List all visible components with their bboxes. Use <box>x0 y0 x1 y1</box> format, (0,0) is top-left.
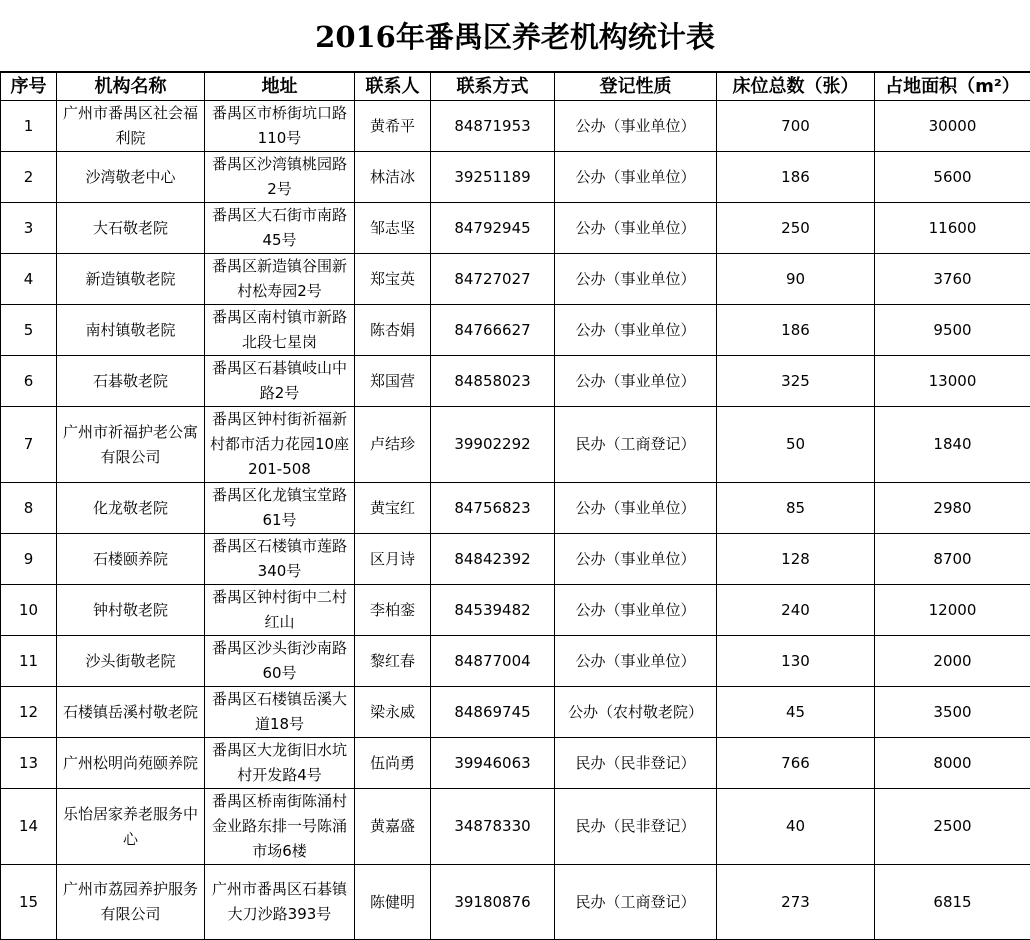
cell-no[interactable]: 15 <box>1 865 57 940</box>
cell-beds[interactable]: 50 <box>717 407 875 483</box>
cell-name[interactable]: 南村镇敬老院 <box>57 305 205 356</box>
cell-contact[interactable]: 卢结珍 <box>355 407 431 483</box>
cell-no[interactable]: 6 <box>1 356 57 407</box>
cell-area[interactable]: 12000 <box>875 585 1030 636</box>
cell-beds[interactable]: 186 <box>717 305 875 356</box>
cell-address[interactable]: 番禺区钟村街祈福新村都市活力花园10座201-508 <box>205 407 355 483</box>
cell-contact[interactable]: 区月诗 <box>355 534 431 585</box>
cell-contact[interactable]: 林洁冰 <box>355 152 431 203</box>
cell-contact[interactable]: 梁永威 <box>355 687 431 738</box>
table-row <box>1 687 1030 738</box>
cell-no[interactable]: 10 <box>1 585 57 636</box>
cell-address[interactable]: 番禺区桥南街陈涌村金业路东排一号陈涌市场6楼 <box>205 789 355 865</box>
table-row <box>1 636 1030 687</box>
cell-no[interactable]: 1 <box>1 101 57 152</box>
cell-phone[interactable]: 84869745 <box>431 687 555 738</box>
cell-address[interactable]: 番禺区化龙镇宝堂路61号 <box>205 483 355 534</box>
cell-name[interactable]: 沙湾敬老中心 <box>57 152 205 203</box>
cell-no[interactable]: 8 <box>1 483 57 534</box>
cell-phone[interactable]: 84766627 <box>431 305 555 356</box>
cell-phone[interactable]: 84792945 <box>431 203 555 254</box>
cell-beds[interactable]: 325 <box>717 356 875 407</box>
col-header-address[interactable]: 地址 <box>205 73 355 101</box>
cell-name[interactable]: 石楼镇岳溪村敬老院 <box>57 687 205 738</box>
cell-area[interactable]: 13000 <box>875 356 1030 407</box>
cell-type[interactable]: 公办（事业单位） <box>555 636 717 687</box>
cell-contact[interactable]: 邹志坚 <box>355 203 431 254</box>
cell-type[interactable]: 民办（民非登记） <box>555 738 717 789</box>
cell-contact[interactable]: 黄嘉盛 <box>355 789 431 865</box>
cell-area[interactable]: 3500 <box>875 687 1030 738</box>
cell-type[interactable]: 公办（事业单位） <box>555 305 717 356</box>
cell-address[interactable]: 番禺区石楼镇市莲路340号 <box>205 534 355 585</box>
cell-address[interactable]: 番禺区市桥街坑口路110号 <box>205 101 355 152</box>
cell-name[interactable]: 化龙敬老院 <box>57 483 205 534</box>
cell-contact[interactable]: 黎红春 <box>355 636 431 687</box>
table-row <box>1 483 1030 534</box>
cell-address[interactable]: 番禺区石楼镇岳溪大道18号 <box>205 687 355 738</box>
cell-contact[interactable]: 李柏銮 <box>355 585 431 636</box>
table-row <box>1 254 1030 305</box>
cell-name[interactable]: 广州松明尚苑颐养院 <box>57 738 205 789</box>
col-header-name[interactable]: 机构名称 <box>57 73 205 101</box>
table-row <box>1 356 1030 407</box>
cell-address[interactable]: 番禺区大龙街旧水坑村开发路4号 <box>205 738 355 789</box>
cell-type[interactable]: 民办（民非登记） <box>555 789 717 865</box>
cell-name[interactable]: 钟村敬老院 <box>57 585 205 636</box>
col-header-no[interactable]: 序号 <box>1 73 57 101</box>
cell-area[interactable]: 9500 <box>875 305 1030 356</box>
cell-type[interactable]: 民办（工商登记） <box>555 407 717 483</box>
cell-phone[interactable]: 39251189 <box>431 152 555 203</box>
cell-type[interactable]: 公办（事业单位） <box>555 152 717 203</box>
col-header-beds[interactable]: 床位总数（张） <box>717 73 875 101</box>
cell-beds[interactable]: 40 <box>717 789 875 865</box>
cell-beds[interactable]: 240 <box>717 585 875 636</box>
cell-beds[interactable]: 700 <box>717 101 875 152</box>
cell-area[interactable]: 8700 <box>875 534 1030 585</box>
cell-contact[interactable]: 郑宝英 <box>355 254 431 305</box>
cell-phone[interactable]: 84539482 <box>431 585 555 636</box>
cell-type[interactable]: 公办（农村敬老院） <box>555 687 717 738</box>
cell-type[interactable]: 公办（事业单位） <box>555 483 717 534</box>
cell-type[interactable]: 公办（事业单位） <box>555 356 717 407</box>
table-body <box>1 101 1030 940</box>
cell-beds[interactable]: 250 <box>717 203 875 254</box>
cell-address[interactable]: 番禺区钟村街中二村红山 <box>205 585 355 636</box>
cell-name[interactable]: 广州市番禺区社会福利院 <box>57 101 205 152</box>
cell-type[interactable]: 公办（事业单位） <box>555 585 717 636</box>
cell-contact[interactable]: 黄希平 <box>355 101 431 152</box>
col-header-contact[interactable]: 联系人 <box>355 73 431 101</box>
cell-phone[interactable]: 84877004 <box>431 636 555 687</box>
cell-name[interactable]: 大石敬老院 <box>57 203 205 254</box>
table-row <box>1 407 1030 483</box>
cell-phone[interactable]: 34878330 <box>431 789 555 865</box>
table-row <box>1 152 1030 203</box>
cell-area[interactable]: 11600 <box>875 203 1030 254</box>
cell-address[interactable]: 番禺区石碁镇岐山中路2号 <box>205 356 355 407</box>
cell-area[interactable]: 3760 <box>875 254 1030 305</box>
col-header-phone[interactable]: 联系方式 <box>431 73 555 101</box>
cell-no[interactable]: 9 <box>1 534 57 585</box>
cell-name[interactable]: 广州市荔园养护服务有限公司 <box>57 865 205 940</box>
cell-phone[interactable]: 84727027 <box>431 254 555 305</box>
table-row <box>1 789 1030 865</box>
cell-phone[interactable]: 84871953 <box>431 101 555 152</box>
cell-type[interactable]: 民办（工商登记） <box>555 865 717 940</box>
table-row <box>1 738 1030 789</box>
cell-name[interactable]: 新造镇敬老院 <box>57 254 205 305</box>
cell-type[interactable]: 公办（事业单位） <box>555 101 717 152</box>
cell-address[interactable]: 番禺区南村镇市新路北段七星岗 <box>205 305 355 356</box>
cell-area[interactable]: 30000 <box>875 101 1030 152</box>
cell-phone[interactable]: 84756823 <box>431 483 555 534</box>
cell-no[interactable]: 2 <box>1 152 57 203</box>
cell-phone[interactable]: 39180876 <box>431 865 555 940</box>
cell-phone[interactable]: 39946063 <box>431 738 555 789</box>
cell-address[interactable]: 广州市番禺区石碁镇大刀沙路393号 <box>205 865 355 940</box>
cell-area[interactable]: 2000 <box>875 636 1030 687</box>
cell-beds[interactable]: 766 <box>717 738 875 789</box>
cell-contact[interactable]: 黄宝红 <box>355 483 431 534</box>
cell-beds[interactable]: 45 <box>717 687 875 738</box>
cell-beds[interactable]: 90 <box>717 254 875 305</box>
cell-contact[interactable]: 郑国营 <box>355 356 431 407</box>
header-row <box>1 73 1030 101</box>
cell-name[interactable]: 石碁敬老院 <box>57 356 205 407</box>
cell-beds[interactable]: 128 <box>717 534 875 585</box>
table-row <box>1 865 1030 940</box>
cell-area[interactable]: 8000 <box>875 738 1030 789</box>
cell-type[interactable]: 公办（事业单位） <box>555 254 717 305</box>
cell-contact[interactable]: 伍尚勇 <box>355 738 431 789</box>
cell-type[interactable]: 公办（事业单位） <box>555 534 717 585</box>
institution-table <box>0 72 1030 940</box>
cell-no[interactable]: 13 <box>1 738 57 789</box>
cell-no[interactable]: 11 <box>1 636 57 687</box>
cell-contact[interactable]: 陈杏娟 <box>355 305 431 356</box>
cell-area[interactable]: 2500 <box>875 789 1030 865</box>
table-row <box>1 203 1030 254</box>
table-row <box>1 534 1030 585</box>
cell-area[interactable]: 5600 <box>875 152 1030 203</box>
cell-no[interactable]: 7 <box>1 407 57 483</box>
cell-area[interactable]: 2980 <box>875 483 1030 534</box>
cell-no[interactable]: 14 <box>1 789 57 865</box>
cell-beds[interactable]: 186 <box>717 152 875 203</box>
table-row <box>1 101 1030 152</box>
sheet-title: 2016年番禺区养老机构统计表 <box>0 0 1030 72</box>
cell-beds[interactable]: 85 <box>717 483 875 534</box>
cell-no[interactable]: 4 <box>1 254 57 305</box>
cell-contact[interactable]: 陈健明 <box>355 865 431 940</box>
cell-phone[interactable]: 84858023 <box>431 356 555 407</box>
cell-name[interactable]: 广州市祈福护老公寓有限公司 <box>57 407 205 483</box>
cell-area[interactable]: 6815 <box>875 865 1030 940</box>
cell-name[interactable]: 乐怡居家养老服务中心 <box>57 789 205 865</box>
cell-phone[interactable]: 39902292 <box>431 407 555 483</box>
table-row <box>1 585 1030 636</box>
cell-type[interactable]: 公办（事业单位） <box>555 203 717 254</box>
cell-name[interactable]: 石楼颐养院 <box>57 534 205 585</box>
table-row <box>1 305 1030 356</box>
cell-name[interactable]: 沙头街敬老院 <box>57 636 205 687</box>
cell-phone[interactable]: 84842392 <box>431 534 555 585</box>
cell-no[interactable]: 12 <box>1 687 57 738</box>
cell-area[interactable]: 1840 <box>875 407 1030 483</box>
col-header-area[interactable]: 占地面积（m²） <box>875 73 1030 101</box>
col-header-type[interactable]: 登记性质 <box>555 73 717 101</box>
cell-address[interactable]: 番禺区大石街市南路45号 <box>205 203 355 254</box>
cell-no[interactable]: 5 <box>1 305 57 356</box>
cell-beds[interactable]: 273 <box>717 865 875 940</box>
cell-address[interactable]: 番禺区新造镇谷围新村松寿园2号 <box>205 254 355 305</box>
cell-address[interactable]: 番禺区沙头街沙南路60号 <box>205 636 355 687</box>
cell-no[interactable]: 3 <box>1 203 57 254</box>
cell-address[interactable]: 番禺区沙湾镇桃园路2号 <box>205 152 355 203</box>
cell-beds[interactable]: 130 <box>717 636 875 687</box>
